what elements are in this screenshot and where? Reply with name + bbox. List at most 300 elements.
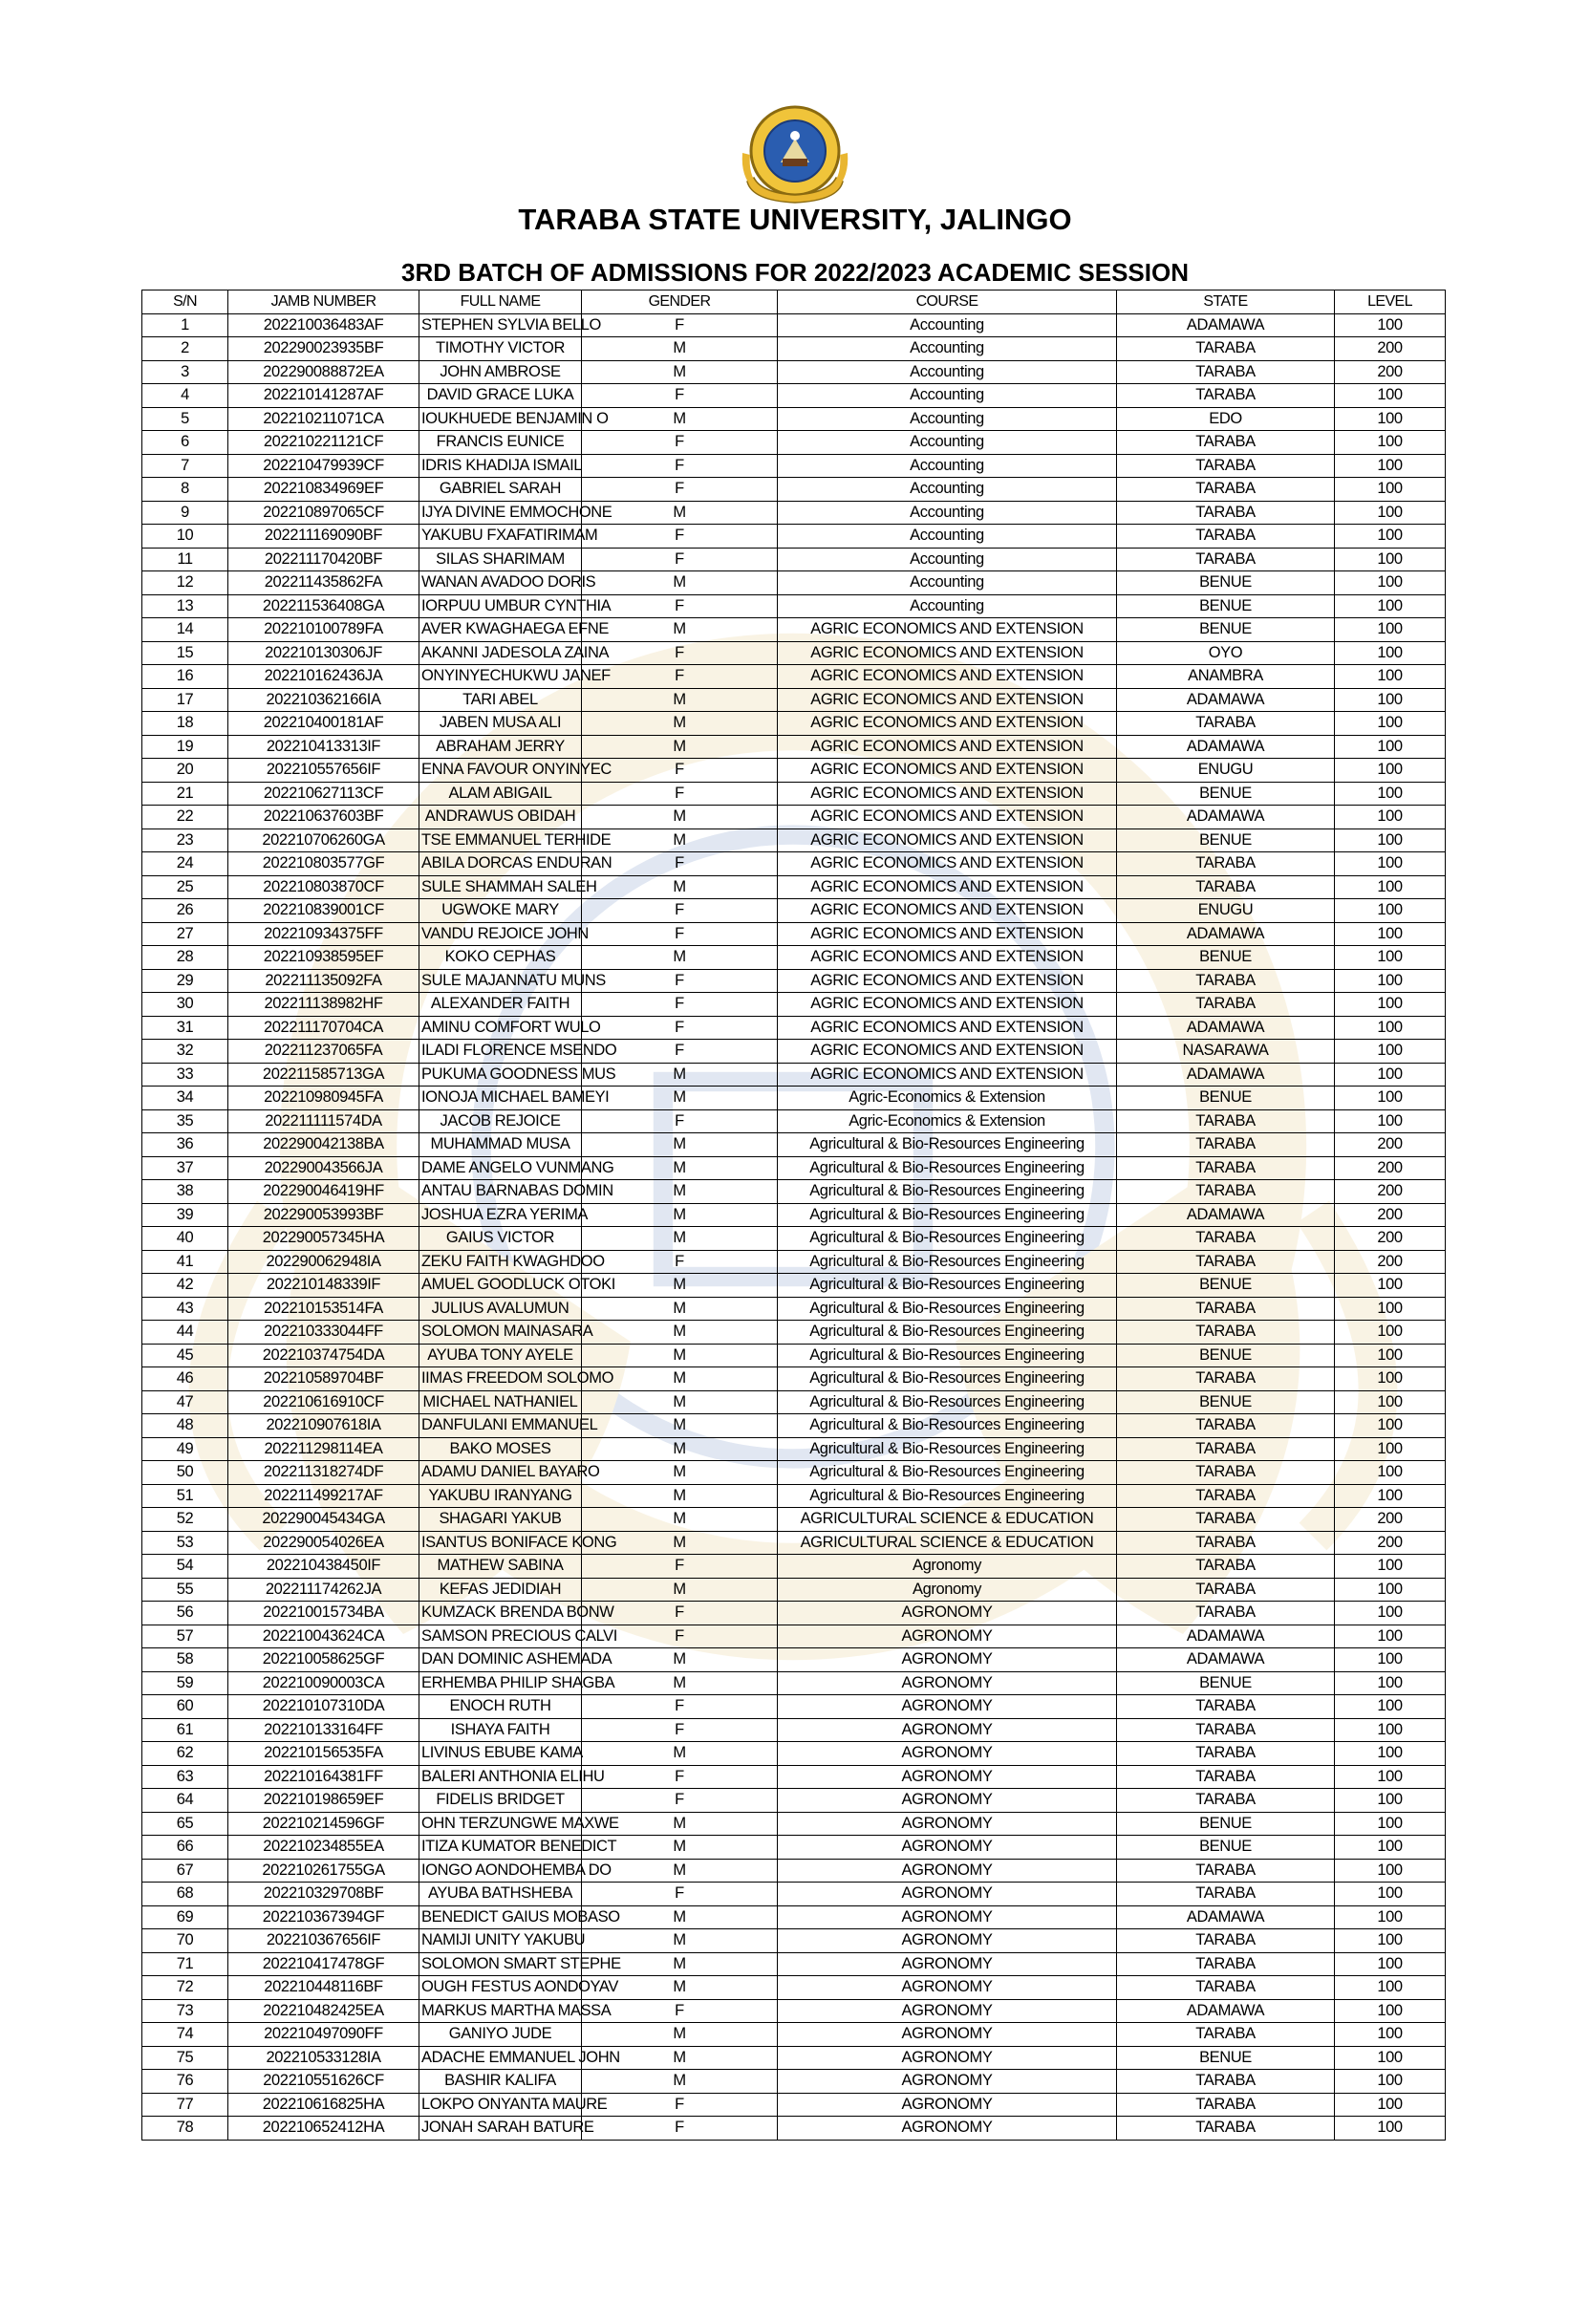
table-row	[142, 594, 1446, 618]
sn-cell: 65	[142, 1812, 228, 1836]
full-name-cell: MARKUS MARTHA MASSA	[419, 1999, 582, 2023]
full-name-cell: SULE MAJANNATU MUNS	[419, 969, 582, 993]
course-cell: AGRIC ECONOMICS AND EXTENSION	[778, 828, 1117, 852]
sn-cell: 33	[142, 1063, 228, 1087]
gender-cell: M	[582, 1274, 778, 1298]
full-name-cell: ISHAYA FAITH	[419, 1718, 582, 1742]
gender-cell: F	[582, 454, 778, 478]
gender-cell: M	[582, 1087, 778, 1110]
jamb-number-cell: 202210589704BF	[228, 1367, 419, 1391]
level-cell: 100	[1335, 501, 1446, 525]
course-cell: AGRIC ECONOMICS AND EXTENSION	[778, 782, 1117, 806]
state-cell: TARABA	[1117, 384, 1335, 408]
sn-cell: 16	[142, 665, 228, 689]
level-cell: 100	[1335, 1274, 1446, 1298]
full-name-cell: IONOJA MICHAEL BAMEYI	[419, 1087, 582, 1110]
level-cell: 100	[1335, 1484, 1446, 1508]
jamb-number-cell: 202210938595EF	[228, 946, 419, 970]
full-name-cell: BAKO MOSES	[419, 1437, 582, 1461]
jamb-number-cell: 202210141287AF	[228, 384, 419, 408]
gender-cell: M	[582, 1297, 778, 1321]
level-cell: 100	[1335, 828, 1446, 852]
state-cell: TARABA	[1117, 1602, 1335, 1625]
level-cell: 100	[1335, 1555, 1446, 1579]
level-cell: 100	[1335, 946, 1446, 970]
sn-cell: 14	[142, 618, 228, 642]
full-name-cell: AYUBA TONY AYELE	[419, 1344, 582, 1367]
gender-cell: F	[582, 313, 778, 337]
sn-cell: 77	[142, 2093, 228, 2117]
level-cell: 100	[1335, 1437, 1446, 1461]
level-cell: 100	[1335, 1297, 1446, 1321]
sn-cell: 32	[142, 1040, 228, 1064]
full-name-cell: JABEN MUSA ALI	[419, 712, 582, 736]
jamb-number-cell: 202210897065CF	[228, 501, 419, 525]
table-row	[142, 1227, 1446, 1251]
table-row	[142, 1390, 1446, 1414]
course-cell: AGRIC ECONOMICS AND EXTENSION	[778, 759, 1117, 783]
jamb-number-cell: 202211174262JA	[228, 1578, 419, 1602]
gender-cell: M	[582, 1484, 778, 1508]
jamb-number-cell: 202211170420BF	[228, 548, 419, 571]
table-row	[142, 1297, 1446, 1321]
sn-cell: 9	[142, 501, 228, 525]
sn-cell: 61	[142, 1718, 228, 1742]
state-cell: TARABA	[1117, 2023, 1335, 2047]
state-cell: ADAMAWA	[1117, 806, 1335, 829]
state-cell: BENUE	[1117, 782, 1335, 806]
sn-cell: 49	[142, 1437, 228, 1461]
sn-cell: 52	[142, 1508, 228, 1532]
full-name-cell: AMINU COMFORT WULO	[419, 1016, 582, 1040]
sn-cell: 59	[142, 1671, 228, 1695]
course-cell: AGRONOMY	[778, 1883, 1117, 1906]
level-cell: 100	[1335, 1367, 1446, 1391]
jamb-number-cell: 202211111574DA	[228, 1109, 419, 1133]
jamb-number-cell: 202210839001CF	[228, 899, 419, 923]
sn-cell: 57	[142, 1625, 228, 1648]
course-cell: Agricultural & Bio-Resources Engineering	[778, 1227, 1117, 1251]
jamb-number-cell: 202210162436JA	[228, 665, 419, 689]
full-name-cell: BENEDICT GAIUS MOBASO	[419, 1905, 582, 1929]
level-cell: 100	[1335, 1929, 1446, 1953]
table-row	[142, 2117, 1446, 2141]
level-cell: 200	[1335, 1156, 1446, 1180]
table-row	[142, 548, 1446, 571]
full-name-cell: MUHAMMAD MUSA	[419, 1133, 582, 1157]
table-row	[142, 1344, 1446, 1367]
jamb-number-cell: 202210803870CF	[228, 875, 419, 899]
table-row	[142, 993, 1446, 1017]
level-cell: 100	[1335, 1859, 1446, 1883]
gender-cell: F	[582, 993, 778, 1017]
course-cell: Accounting	[778, 337, 1117, 361]
course-cell: Agricultural & Bio-Resources Engineering	[778, 1297, 1117, 1321]
level-cell: 100	[1335, 993, 1446, 1017]
course-cell: AGRONOMY	[778, 1671, 1117, 1695]
sn-cell: 54	[142, 1555, 228, 1579]
course-cell: Accounting	[778, 594, 1117, 618]
gender-cell: M	[582, 1461, 778, 1485]
state-cell: TARABA	[1117, 2093, 1335, 2117]
gender-cell: F	[582, 1718, 778, 1742]
gender-cell: F	[582, 548, 778, 571]
sn-cell: 55	[142, 1578, 228, 1602]
jamb-number-cell: 202290043566JA	[228, 1156, 419, 1180]
jamb-number-cell: 202210417478GF	[228, 1952, 419, 1976]
full-name-cell: OHN TERZUNGWE MAXWE	[419, 1812, 582, 1836]
sn-cell: 47	[142, 1390, 228, 1414]
sn-cell: 62	[142, 1742, 228, 1766]
batch-title: 3RD BATCH OF ADMISSIONS FOR 2022/2023 ACADEMIC SESSION	[401, 258, 1189, 287]
course-cell: AGRIC ECONOMICS AND EXTENSION	[778, 1063, 1117, 1087]
gender-cell: F	[582, 1695, 778, 1719]
level-cell: 100	[1335, 1390, 1446, 1414]
course-cell: Agronomy	[778, 1578, 1117, 1602]
gender-cell: F	[582, 2117, 778, 2141]
full-name-cell: ALEXANDER FAITH	[419, 993, 582, 1017]
jamb-number-cell: 202210400181AF	[228, 712, 419, 736]
level-cell: 100	[1335, 1040, 1446, 1064]
course-cell: Agricultural & Bio-Resources Engineering	[778, 1133, 1117, 1157]
gender-cell: M	[582, 360, 778, 384]
full-name-cell: FIDELIS BRIDGET	[419, 1789, 582, 1813]
level-cell: 100	[1335, 571, 1446, 595]
full-name-cell: MATHEW SABINA	[419, 1555, 582, 1579]
jamb-number-cell: 202210130306JF	[228, 641, 419, 665]
full-name-cell: IIMAS FREEDOM SOLOMO	[419, 1367, 582, 1391]
table-row	[142, 1952, 1446, 1976]
course-cell: AGRIC ECONOMICS AND EXTENSION	[778, 735, 1117, 759]
full-name-cell: IORPUU UMBUR CYNTHIA	[419, 594, 582, 618]
table-row	[142, 1859, 1446, 1883]
state-cell: TARABA	[1117, 1789, 1335, 1813]
full-name-cell: ZEKU FAITH KWAGHDOO	[419, 1250, 582, 1274]
sn-cell: 71	[142, 1952, 228, 1976]
jamb-number-cell: 202211298114EA	[228, 1437, 419, 1461]
state-cell: TARABA	[1117, 875, 1335, 899]
state-cell: TARABA	[1117, 1531, 1335, 1555]
table-row	[142, 1203, 1446, 1227]
full-name-cell: JONAH SARAH BATURE	[419, 2117, 582, 2141]
sn-cell: 7	[142, 454, 228, 478]
state-cell: BENUE	[1117, 1812, 1335, 1836]
gender-cell: M	[582, 1531, 778, 1555]
full-name-cell: ANDRAWUS OBIDAH	[419, 806, 582, 829]
course-cell: AGRONOMY	[778, 1929, 1117, 1953]
full-name-cell: VANDU REJOICE JOHN	[419, 922, 582, 946]
level-cell: 100	[1335, 594, 1446, 618]
state-cell: TARABA	[1117, 969, 1335, 993]
sn-cell: 44	[142, 1321, 228, 1345]
table-row	[142, 313, 1446, 337]
state-cell: TARABA	[1117, 548, 1335, 571]
level-cell: 100	[1335, 1625, 1446, 1648]
full-name-cell: ADAMU DANIEL BAYARO	[419, 1461, 582, 1485]
full-name-cell: KOKO CEPHAS	[419, 946, 582, 970]
gender-cell: F	[582, 1555, 778, 1579]
course-cell: Accounting	[778, 478, 1117, 502]
state-cell: BENUE	[1117, 1274, 1335, 1298]
table-row	[142, 1367, 1446, 1391]
full-name-cell: BALERI ANTHONIA ELIHU	[419, 1765, 582, 1789]
jamb-number-cell: 202290062948IA	[228, 1250, 419, 1274]
gender-cell: M	[582, 1437, 778, 1461]
course-cell: AGRIC ECONOMICS AND EXTENSION	[778, 852, 1117, 876]
jamb-number-cell: 202210214596GF	[228, 1812, 419, 1836]
full-name-cell: PUKUMA GOODNESS MUS	[419, 1063, 582, 1087]
sn-cell: 60	[142, 1695, 228, 1719]
course-cell: AGRIC ECONOMICS AND EXTENSION	[778, 899, 1117, 923]
gender-cell: F	[582, 641, 778, 665]
sn-cell: 50	[142, 1461, 228, 1485]
gender-cell: M	[582, 1321, 778, 1345]
table-row	[142, 2070, 1446, 2094]
gender-cell: M	[582, 571, 778, 595]
table-row	[142, 1905, 1446, 1929]
gender-cell: M	[582, 1156, 778, 1180]
jamb-number-cell: 202210100789FA	[228, 618, 419, 642]
course-cell: Agricultural & Bio-Resources Engineering	[778, 1390, 1117, 1414]
sn-cell: 22	[142, 806, 228, 829]
gender-cell: M	[582, 1367, 778, 1391]
table-row	[142, 1976, 1446, 2000]
gender-cell: M	[582, 1812, 778, 1836]
full-name-cell: JOHN AMBROSE	[419, 360, 582, 384]
sn-cell: 15	[142, 641, 228, 665]
jamb-number-cell: 202210329708BF	[228, 1883, 419, 1906]
gender-cell: M	[582, 1508, 778, 1532]
state-cell: BENUE	[1117, 1344, 1335, 1367]
jamb-number-cell: 202210533128IA	[228, 2046, 419, 2070]
column-header-level: LEVEL	[1335, 290, 1446, 314]
course-cell: AGRONOMY	[778, 1765, 1117, 1789]
table-row	[142, 571, 1446, 595]
sn-cell: 74	[142, 2023, 228, 2047]
level-cell: 100	[1335, 1602, 1446, 1625]
full-name-cell: DAVID GRACE LUKA	[419, 384, 582, 408]
gender-cell: F	[582, 1016, 778, 1040]
state-cell: OYO	[1117, 641, 1335, 665]
course-cell: AGRONOMY	[778, 1812, 1117, 1836]
table-row	[142, 1016, 1446, 1040]
sn-cell: 24	[142, 852, 228, 876]
state-cell: TARABA	[1117, 1109, 1335, 1133]
state-cell: ADAMAWA	[1117, 313, 1335, 337]
table-row	[142, 641, 1446, 665]
full-name-cell: AMUEL GOODLUCK OTOKI	[419, 1274, 582, 1298]
course-cell: AGRONOMY	[778, 1999, 1117, 2023]
full-name-cell: AVER KWAGHAEGA EFNE	[419, 618, 582, 642]
sn-cell: 63	[142, 1765, 228, 1789]
jamb-number-cell: 202290045434GA	[228, 1508, 419, 1532]
state-cell: ADAMAWA	[1117, 922, 1335, 946]
table-row	[142, 828, 1446, 852]
course-cell: AGRIC ECONOMICS AND EXTENSION	[778, 665, 1117, 689]
sn-cell: 11	[142, 548, 228, 571]
column-header-sn: S/N	[142, 290, 228, 314]
sn-cell: 25	[142, 875, 228, 899]
full-name-cell: TIMOTHY VICTOR	[419, 337, 582, 361]
jamb-number-cell: 202210015734BA	[228, 1602, 419, 1625]
state-cell: ADAMAWA	[1117, 688, 1335, 712]
table-row	[142, 1578, 1446, 1602]
sn-cell: 23	[142, 828, 228, 852]
course-cell: Agricultural & Bio-Resources Engineering	[778, 1414, 1117, 1438]
gender-cell: M	[582, 501, 778, 525]
level-cell: 200	[1335, 1227, 1446, 1251]
university-crest-icon	[733, 96, 857, 214]
course-cell: AGRIC ECONOMICS AND EXTENSION	[778, 1040, 1117, 1064]
level-cell: 200	[1335, 360, 1446, 384]
gender-cell: M	[582, 407, 778, 431]
state-cell: TARABA	[1117, 1156, 1335, 1180]
course-cell: Accounting	[778, 384, 1117, 408]
table-row	[142, 759, 1446, 783]
jamb-number-cell: 202211170704CA	[228, 1016, 419, 1040]
gender-cell: F	[582, 782, 778, 806]
table-row	[142, 1180, 1446, 1204]
gender-cell: M	[582, 337, 778, 361]
full-name-cell: NAMIJI UNITY YAKUBU	[419, 1929, 582, 1953]
course-cell: AGRIC ECONOMICS AND EXTENSION	[778, 922, 1117, 946]
jamb-number-cell: 202210551626CF	[228, 2070, 419, 2094]
gender-cell: M	[582, 1227, 778, 1251]
level-cell: 100	[1335, 735, 1446, 759]
table-row	[142, 688, 1446, 712]
course-cell: AGRONOMY	[778, 2093, 1117, 2117]
gender-cell: F	[582, 431, 778, 455]
full-name-cell: LOKPO ONYANTA MAURE	[419, 2093, 582, 2117]
level-cell: 100	[1335, 1578, 1446, 1602]
table-row	[142, 1156, 1446, 1180]
level-cell: 100	[1335, 641, 1446, 665]
level-cell: 100	[1335, 759, 1446, 783]
table-row	[142, 922, 1446, 946]
state-cell: TARABA	[1117, 1437, 1335, 1461]
table-row	[142, 1765, 1446, 1789]
course-cell: Agric-Economics & Extension	[778, 1087, 1117, 1110]
state-cell: TARABA	[1117, 1227, 1335, 1251]
jamb-number-cell: 202210156535FA	[228, 1742, 419, 1766]
gender-cell: F	[582, 525, 778, 549]
level-cell: 100	[1335, 1742, 1446, 1766]
gender-cell: F	[582, 922, 778, 946]
jamb-number-cell: 202210616910CF	[228, 1390, 419, 1414]
sn-cell: 67	[142, 1859, 228, 1883]
full-name-cell: AYUBA BATHSHEBA	[419, 1883, 582, 1906]
level-cell: 100	[1335, 2023, 1446, 2047]
jamb-number-cell: 202211435862FA	[228, 571, 419, 595]
table-row	[142, 525, 1446, 549]
jamb-number-cell: 202290057345HA	[228, 1227, 419, 1251]
course-cell: AGRONOMY	[778, 1695, 1117, 1719]
course-cell: AGRONOMY	[778, 1718, 1117, 1742]
table-row	[142, 1274, 1446, 1298]
sn-cell: 38	[142, 1180, 228, 1204]
state-cell: TARABA	[1117, 1578, 1335, 1602]
table-row	[142, 1602, 1446, 1625]
full-name-cell: ALAM ABIGAIL	[419, 782, 582, 806]
full-name-cell: ENNA FAVOUR ONYINYEC	[419, 759, 582, 783]
jamb-number-cell: 202290053993BF	[228, 1203, 419, 1227]
gender-cell: F	[582, 2093, 778, 2117]
jamb-number-cell: 202290023935BF	[228, 337, 419, 361]
table-row	[142, 1671, 1446, 1695]
table-row	[142, 1718, 1446, 1742]
level-cell: 100	[1335, 2070, 1446, 2094]
state-cell: TARABA	[1117, 525, 1335, 549]
sn-cell: 13	[142, 594, 228, 618]
jamb-number-cell: 202210479939CF	[228, 454, 419, 478]
course-cell: AGRONOMY	[778, 1742, 1117, 1766]
state-cell: ENUGU	[1117, 899, 1335, 923]
gender-cell: M	[582, 1905, 778, 1929]
state-cell: EDO	[1117, 407, 1335, 431]
course-cell: AGRONOMY	[778, 1952, 1117, 1976]
gender-cell: M	[582, 1133, 778, 1157]
state-cell: BENUE	[1117, 946, 1335, 970]
table-row	[142, 1625, 1446, 1648]
level-cell: 100	[1335, 454, 1446, 478]
full-name-cell: ENOCH RUTH	[419, 1695, 582, 1719]
full-name-cell: YAKUBU IRANYANG	[419, 1484, 582, 1508]
sn-cell: 27	[142, 922, 228, 946]
jamb-number-cell: 202210448116BF	[228, 1976, 419, 2000]
table-row	[142, 2046, 1446, 2070]
state-cell: TARABA	[1117, 1484, 1335, 1508]
level-cell: 200	[1335, 337, 1446, 361]
sn-cell: 8	[142, 478, 228, 502]
column-header-state: STATE	[1117, 290, 1335, 314]
table-row	[142, 1461, 1446, 1485]
course-cell: AGRONOMY	[778, 1976, 1117, 2000]
sn-cell: 42	[142, 1274, 228, 1298]
course-cell: AGRONOMY	[778, 1789, 1117, 1813]
state-cell: BENUE	[1117, 1087, 1335, 1110]
jamb-number-cell: 202210164381FF	[228, 1765, 419, 1789]
sn-cell: 35	[142, 1109, 228, 1133]
course-cell: Agricultural & Bio-Resources Engineering	[778, 1250, 1117, 1274]
sn-cell: 1	[142, 313, 228, 337]
course-cell: AGRONOMY	[778, 1836, 1117, 1860]
table-row	[142, 806, 1446, 829]
gender-cell: F	[582, 1109, 778, 1133]
jamb-number-cell: 202210627113CF	[228, 782, 419, 806]
sn-cell: 3	[142, 360, 228, 384]
full-name-cell: SOLOMON SMART STEPHE	[419, 1952, 582, 1976]
full-name-cell: ONYINYECHUKWU JANEF	[419, 665, 582, 689]
level-cell: 100	[1335, 1836, 1446, 1860]
jamb-number-cell: 202210198659EF	[228, 1789, 419, 1813]
sn-cell: 53	[142, 1531, 228, 1555]
level-cell: 100	[1335, 1321, 1446, 1345]
table-row	[142, 384, 1446, 408]
course-cell: AGRONOMY	[778, 2046, 1117, 2070]
sn-cell: 45	[142, 1344, 228, 1367]
state-cell: TARABA	[1117, 993, 1335, 1017]
table-row	[142, 1040, 1446, 1064]
table-row	[142, 1883, 1446, 1906]
jamb-number-cell: 202290042138BA	[228, 1133, 419, 1157]
level-cell: 100	[1335, 1695, 1446, 1719]
course-cell: Accounting	[778, 313, 1117, 337]
course-cell: Agricultural & Bio-Resources Engineering	[778, 1344, 1117, 1367]
level-cell: 100	[1335, 2117, 1446, 2141]
jamb-number-cell: 202210706260GA	[228, 828, 419, 852]
state-cell: TARABA	[1117, 501, 1335, 525]
gender-cell: M	[582, 1671, 778, 1695]
